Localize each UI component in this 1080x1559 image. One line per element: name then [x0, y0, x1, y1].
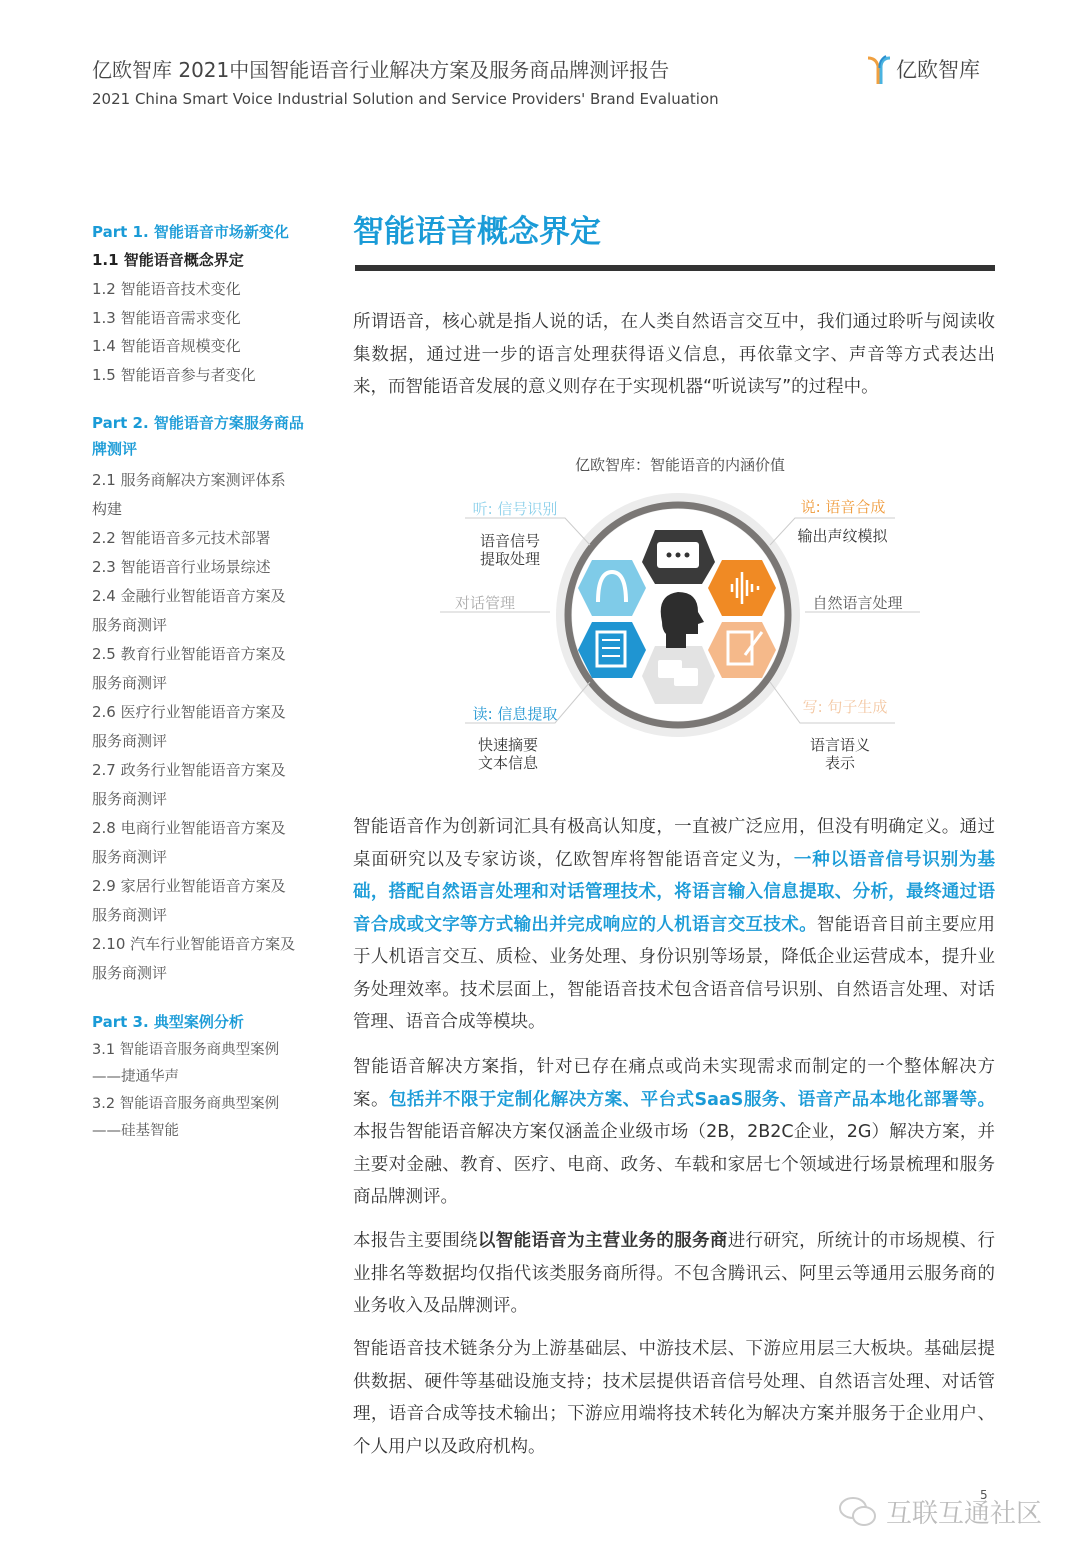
toc-item[interactable]: 服务商测评 — [92, 964, 168, 982]
toc-item[interactable]: 2.1 服务商解决方案测评体系 — [92, 471, 286, 489]
toc-item[interactable]: 服务商测评 — [92, 848, 168, 866]
toc-item[interactable]: 服务商测评 — [92, 674, 168, 692]
toc-item[interactable]: 1.2 智能语音技术变化 — [92, 280, 241, 298]
write-hexagon — [708, 622, 776, 678]
nlp-label: 自然语言处理 — [812, 594, 903, 612]
toc-item[interactable]: 2.2 智能语音多元技术部署 — [92, 529, 271, 547]
toc-item[interactable]: 2.5 教育行业智能语音方案及 — [92, 645, 286, 663]
toc-item[interactable]: 2.3 智能语音行业场景综述 — [92, 558, 271, 576]
toc-item-current[interactable]: 1.1 智能语音概念界定 — [92, 250, 244, 269]
logo-icon — [866, 54, 892, 84]
toc-item[interactable]: 1.4 智能语音规模变化 — [92, 337, 241, 355]
toc-item[interactable]: ——捷通华声 — [92, 1068, 179, 1085]
toc-item[interactable]: 1.5 智能语音参与者变化 — [92, 365, 256, 384]
toc-item[interactable]: ——硅基智能 — [92, 1122, 179, 1139]
definition-paragraph — [353, 811, 995, 1039]
text: 智能语音作为创新词汇具有极高认知度，一直被广泛应用，但没有明确定义。通过桌面研究以及专家访谈，亿欧智库将智能语音定义为， — [353, 817, 995, 870]
toc-part-3[interactable]: Part 3. 典型案例分析 — [92, 1013, 244, 1031]
listen-desc-1: 语音信号 — [479, 532, 540, 550]
diagram-title: 亿欧智库：智能语音的内涵价值 — [574, 456, 785, 474]
page-title: 智能语音概念界定 — [353, 214, 601, 250]
toc-item[interactable]: 3.2 智能语音服务商典型案例 — [92, 1095, 280, 1112]
text: 本报告智能语音解决方案仅涵盖企业级市场（2B，2B2C企业，2G）解决方案，并主要对金融、教育、医疗、电商、政务、车载和家居七个领域进行场景梳理和服务商品牌测评。 — [353, 1122, 995, 1207]
wechat-icon — [838, 1495, 878, 1529]
toc-item[interactable]: 2.4 金融行业智能语音方案及 — [92, 587, 286, 605]
scope-paragraph — [353, 1225, 995, 1323]
toc-item[interactable]: 2.9 家居行业智能语音方案及 — [92, 877, 286, 895]
toc-item[interactable]: 服务商测评 — [92, 906, 168, 924]
read-desc-1: 快速摘要 — [477, 736, 538, 754]
table-of-contents — [92, 218, 317, 1145]
toc-item[interactable]: 3.1 智能语音服务商典型案例 — [92, 1041, 280, 1058]
dialog-label: 对话管理 — [454, 594, 515, 612]
concept-diagram — [440, 450, 920, 780]
toc-item[interactable]: 2.10 汽车行业智能语音方案及 — [92, 935, 296, 953]
toc-item[interactable]: 2.7 政务行业智能语音方案及 — [92, 761, 286, 779]
toc-part-2[interactable]: Part 2. 智能语音方案服务商品 — [92, 414, 304, 432]
text: 进行研究，所统计的市场规模、行业排名等数据均仅指代该类服务商所得。不包含腾讯云、阿里云等通用云服务商的业务收入及品牌测评。 — [353, 1231, 996, 1316]
listen-desc-2: 提取处理 — [479, 550, 540, 568]
report-title-en: 2021 China Smart Voice Industrial Solution and Service Providers' Brand Evaluation — [92, 90, 719, 108]
write-desc-1: 语言语义 — [809, 736, 870, 754]
toc-item[interactable]: 构建 — [92, 500, 123, 518]
watermark — [838, 1493, 1042, 1530]
toc-item[interactable]: 1.3 智能语音需求变化 — [92, 308, 241, 327]
write-desc-2: 表示 — [824, 754, 855, 772]
speak-label: 说: 语音合成 — [800, 498, 886, 516]
chain-paragraph: 智能语音技术链条分为上游基础层、中游技术层、下游应用层三大板块。基础层提供数据、硬件等基础设施支持；技术层提供语音信号处理、自然语言处理、对话管理，语音合成等技术输出；下游应用端将技术转化为解决方案并服务于企业用户、个人用户以及政府机构。 — [353, 1339, 995, 1457]
read-desc-2: 文本信息 — [477, 754, 538, 772]
watermark-text: 互联互通社区 — [886, 1499, 1043, 1529]
solution-highlight: 包括并不限于定制化解决方案、平台式SaaS服务、语音产品本地化部署等。 — [388, 1089, 995, 1110]
toc-part-2-cont[interactable]: 牌测评 — [92, 439, 138, 458]
listen-label: 听: 信号识别 — [472, 500, 558, 518]
report-title-cn: 亿欧智库 2021中国智能语音行业解决方案及服务商品牌测评报告 — [92, 58, 670, 82]
write-label: 写: 句子生成 — [802, 698, 888, 716]
solution-paragraph — [353, 1051, 995, 1214]
toc-item[interactable]: 2.6 医疗行业智能语音方案及 — [92, 703, 286, 721]
text: 本报告主要围绕 — [353, 1231, 478, 1251]
text: 智能语音解决方案指，针对已存在痛点或尚未实现需求而制定的一个整体解决方案。 — [353, 1057, 995, 1110]
toc-item[interactable]: 服务商测评 — [92, 616, 168, 634]
logo-text: 亿欧智库 — [896, 58, 980, 82]
listen-hexagon — [578, 560, 646, 616]
speak-desc: 输出声纹模拟 — [797, 527, 888, 545]
toc-item[interactable]: 服务商测评 — [92, 732, 168, 750]
toc-item[interactable]: 2.8 电商行业智能语音方案及 — [92, 819, 286, 837]
definition-highlight: 一种以语音信号识别为基础，搭配自然语言处理和对话管理技术，将语言输入信息提取、分析，最终通过语音合成或文字等方式输出并完成响应的人机语言交互技术。 — [353, 849, 996, 935]
read-hexagon — [578, 622, 646, 678]
text: 智能语音目前主要应用于人机语言交互、质检、业务处理、身份识别等场景，降低企业运营成本，提升业务处理效率。技术层面上，智能语音技术包含语音信号识别、自然语言处理、对话管理、语音合成等模块。 — [353, 914, 996, 1032]
page-number: 5 — [980, 1488, 988, 1502]
title-divider — [355, 265, 995, 271]
brand-logo — [866, 54, 980, 84]
toc-part-1[interactable]: Part 1. 智能语音市场新变化 — [92, 223, 289, 241]
toc-item[interactable]: 服务商测评 — [92, 790, 168, 808]
read-label: 读: 信息提取 — [472, 705, 558, 723]
scope-bold: 以智能语音为主营业务的服务商 — [477, 1231, 728, 1251]
intro-paragraph: 所谓语音，核心就是指人说的话，在人类自然语言交互中，我们通过聆听与阅读收集数据，通过进一步的语言处理获得语义信息，再依靠文字、声音等方式表达出来，而智能语音发展的意义则存在于实现机器“听说读写”的过程中。 — [353, 312, 995, 397]
